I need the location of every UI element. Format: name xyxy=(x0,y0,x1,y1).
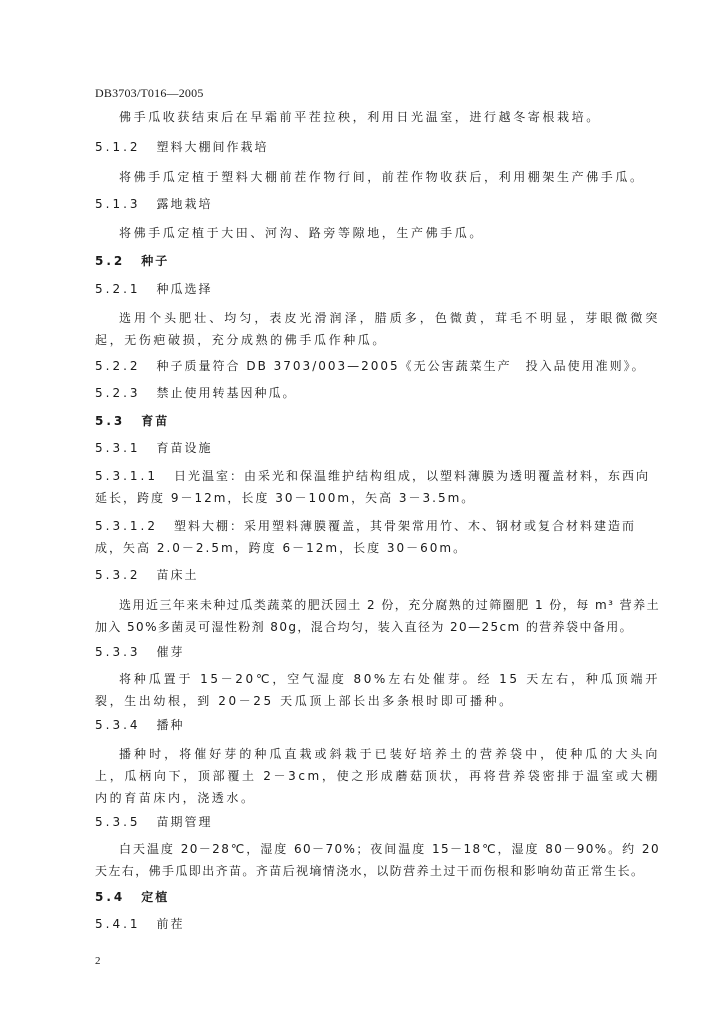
paragraph xyxy=(95,307,660,351)
section-heading xyxy=(95,250,660,272)
section-number: 5.3 xyxy=(95,414,126,428)
section-number: 5.2.1 xyxy=(95,282,141,296)
section-title: 露地栽培 xyxy=(156,197,213,211)
section-number: 5.1.3 xyxy=(95,197,141,211)
paragraph-text: 播种时，将催好芽的种瓜直栽或斜栽于已装好培养土的营养袋中，使种瓜的大头向上，瓜柄向下，顶部覆土 2－3cm，使之形成蘑菇顶状，再将营养袋密排于温室或大棚内的育苗床内，浇透水。 xyxy=(95,747,660,805)
section-title: 育苗 xyxy=(141,414,170,428)
paragraph-text: 选用个头肥壮、均匀，表皮光滑润泽，腊质多，色微黄，茸毛不明显，芽眼微微突起，无伤疤破损，充分成熟的佛手瓜作种瓜。 xyxy=(95,311,660,347)
section-number: 5.3.1.1 xyxy=(95,469,158,483)
section-title: 日光温室：由采光和保温维护结构组成，以塑料薄膜为透明覆盖材料，东西向延长，跨度 9－12m，长度 30－100m，矢高 3－3.5m。 xyxy=(95,469,650,505)
paragraph xyxy=(95,838,660,882)
section-title: 育苗设施 xyxy=(156,441,213,455)
section-number: 5.2.2 xyxy=(95,359,141,373)
paragraph xyxy=(95,743,660,809)
paragraph xyxy=(95,594,660,638)
document-code: DB3703/T016—2005 xyxy=(95,86,204,100)
paragraph-text: 选用近三年来未种过瓜类蔬菜的肥沃园土 2 份，充分腐熟的过筛圈肥 1 份，每 m³ 营养土加入 50%多菌灵可湿性粉剂 80g，混合均匀，装入直径为 20—25cm 的营养袋中备用。 xyxy=(95,598,660,634)
section-title: 塑料大棚：采用塑料薄膜覆盖，其骨架常用竹、木、钢材或复合材料建造而成，矢高 2.0－2.5m，跨度 6－12m，长度 30－60m。 xyxy=(95,519,636,555)
section-number: 5.4 xyxy=(95,890,126,904)
section-title: 塑料大棚间作栽培 xyxy=(156,140,269,154)
section-title: 播种 xyxy=(156,718,185,732)
section-number: 5.2 xyxy=(95,254,126,268)
section-title: 定植 xyxy=(141,890,170,904)
paragraph-text: 将佛手瓜定植于大田、河沟、路旁等隙地，生产佛手瓜。 xyxy=(119,226,485,240)
paragraph-text: 将种瓜置于 15－20℃，空气湿度 80%左右处催芽。经 15 天左右，种瓜顶端开裂，生出幼根，到 20－25 天瓜顶上部长出多条根时即可播种。 xyxy=(95,672,660,708)
page-number: 2 xyxy=(95,955,101,967)
section-heading xyxy=(95,278,660,300)
section-heading xyxy=(95,714,660,736)
section-heading xyxy=(95,382,660,404)
section-number: 5.4.1 xyxy=(95,917,141,931)
section-number: 5.3.1.2 xyxy=(95,519,158,533)
section-heading xyxy=(95,437,660,459)
section-heading xyxy=(95,465,660,509)
section-heading xyxy=(95,641,660,663)
section-title: 前茬 xyxy=(156,917,185,931)
section-heading xyxy=(95,811,660,833)
section-number: 5.3.5 xyxy=(95,815,141,829)
section-title: 种子 xyxy=(141,254,170,268)
section-title: 种瓜选择 xyxy=(156,282,213,296)
section-number: 5.3.1 xyxy=(95,441,141,455)
section-title: 催芽 xyxy=(156,645,185,659)
paragraph-text: 佛手瓜收获结束后在早霜前平茬拉秧，利用日光温室，进行越冬寄根栽培。 xyxy=(119,110,601,124)
paragraph xyxy=(95,668,660,712)
section-heading xyxy=(95,193,660,215)
section-title: 苗期管理 xyxy=(156,815,213,829)
paragraph xyxy=(95,222,660,244)
section-title: 种子质量符合 DB 3703/003—2005《无公害蔬菜生产 投入品使用准则》。 xyxy=(156,359,646,373)
section-number: 5.3.2 xyxy=(95,568,141,582)
section-heading xyxy=(95,410,660,432)
section-heading xyxy=(95,913,660,935)
section-number: 5.3.4 xyxy=(95,718,141,732)
section-number: 5.1.2 xyxy=(95,140,141,154)
section-heading xyxy=(95,564,660,586)
section-heading xyxy=(95,886,660,908)
section-heading xyxy=(95,355,660,377)
paragraph xyxy=(95,106,660,128)
section-heading xyxy=(95,515,660,559)
paragraph-text: 白天温度 20－28℃，湿度 60－70%；夜间温度 15－18℃，湿度 80－90%。约 20 天左右，佛手瓜即出齐苗。齐苗后视墒情浇水，以防营养土过干而伤根和影响幼苗正常生长。 xyxy=(95,842,660,878)
section-title: 苗床土 xyxy=(156,568,199,582)
section-number: 5.2.3 xyxy=(95,386,141,400)
paragraph-text: 将佛手瓜定植于塑料大棚前茬作物行间，前茬作物收获后，利用棚架生产佛手瓜。 xyxy=(119,170,645,184)
section-heading xyxy=(95,136,660,158)
section-number: 5.3.3 xyxy=(95,645,141,659)
paragraph xyxy=(95,166,660,188)
section-title: 禁止使用转基因种瓜。 xyxy=(156,386,297,400)
